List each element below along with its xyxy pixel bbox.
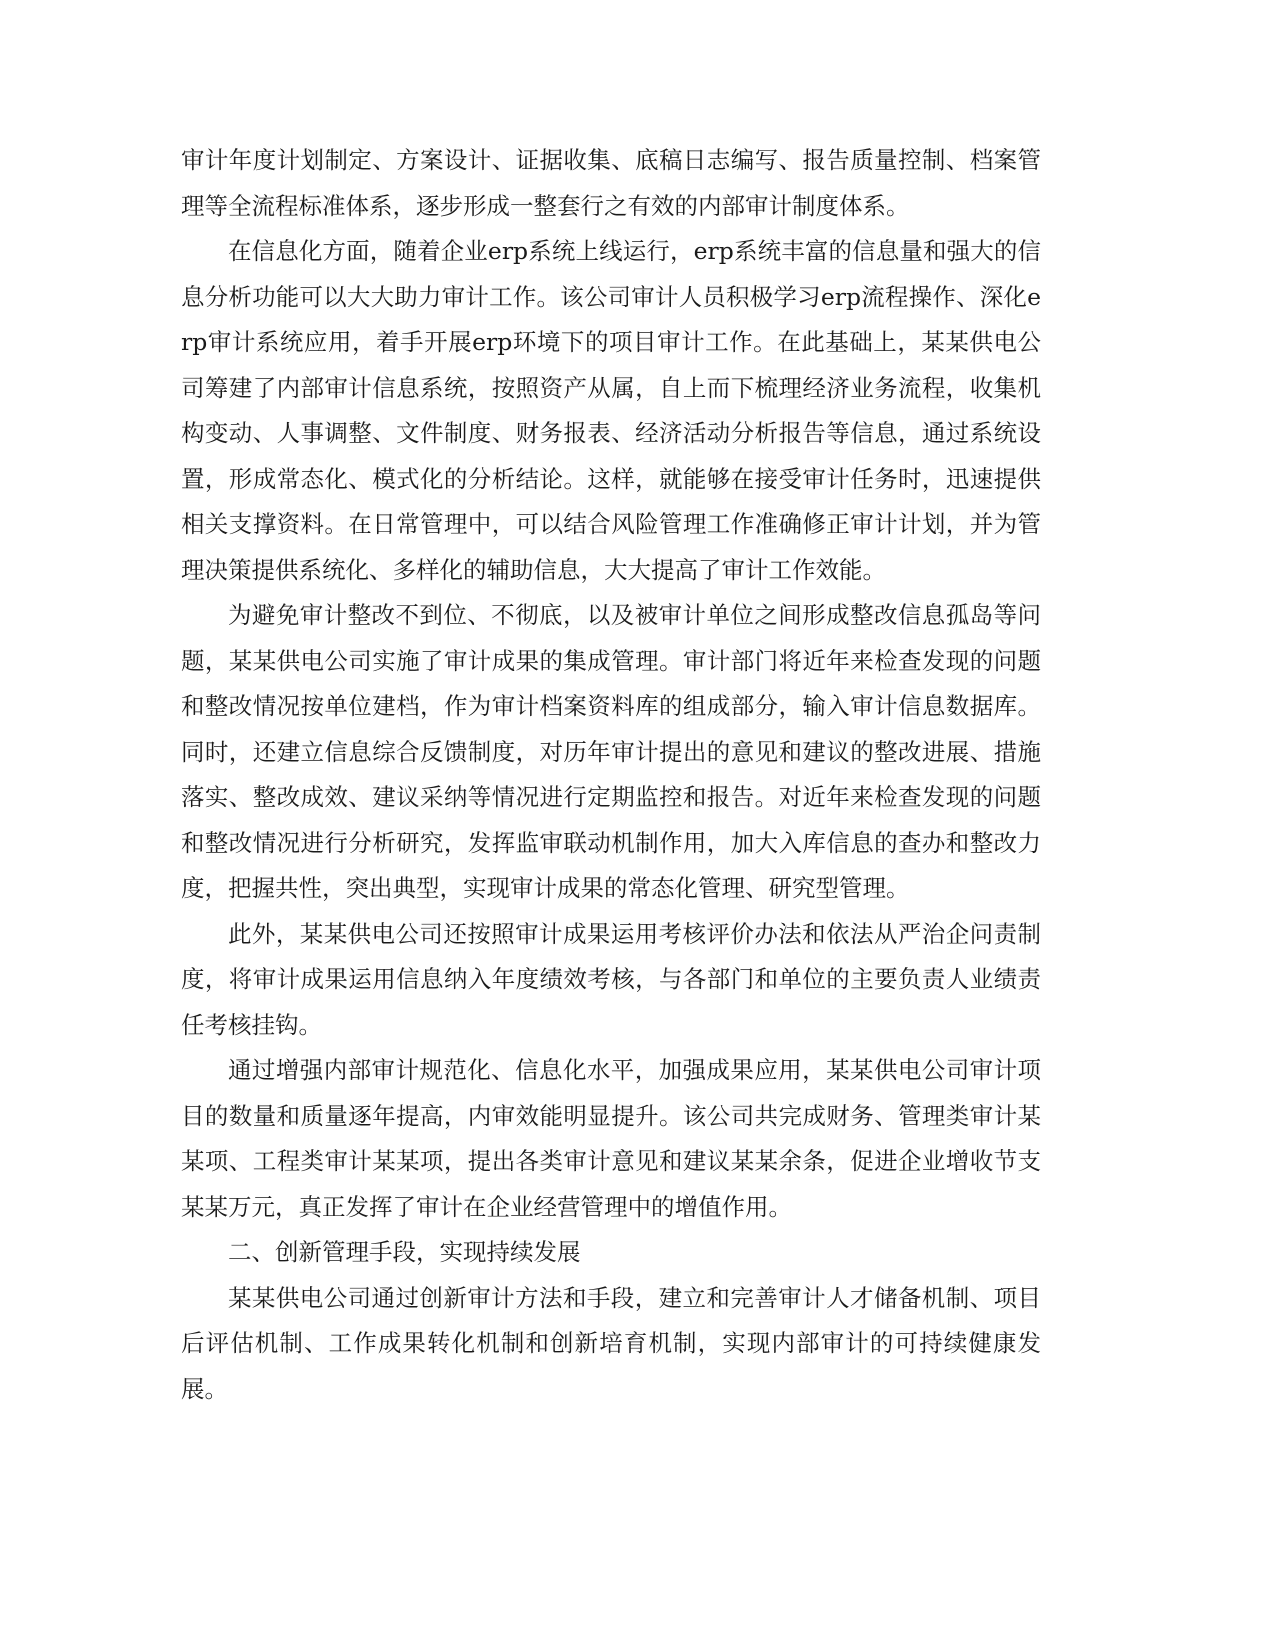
paragraph-continuation: 审计年度计划制定、方案设计、证据收集、底稿日志编写、报告质量控制、档案管理等全流程标准体系，逐步形成一整套行之有效的内部审计制度体系。: [181, 146, 1041, 220]
paragraph-results: 通过增强内部审计规范化、信息化水平，加强成果应用，某某供电公司审计项目的数量和质量逐年提高，内审效能明显提升。该公司共完成财务、管理类审计某某项、工程类审计某某项，提出各类审计意见和建议某某余条，促进企业增收节支某某万元，真正发挥了审计在企业经营管理中的增值作用。: [181, 1056, 1041, 1221]
paragraph-integrated-management: 为避免审计整改不到位、不彻底，以及被审计单位之间形成整改信息孤岛等问题，某某供电公司实施了审计成果的集成管理。审计部门将近年来检查发现的问题和整改情况按单位建档，作为审计档案资料库的组成部分，输入审计信息数据库。同时，还建立信息综合反馈制度，对历年审计提出的意见和建议的整改进展、措施落实、整改成效、建议采纳等情况进行定期监控和报告。对近年来检查发现的问题和整改情况进行分析研究，发挥监审联动机制作用，加大入库信息的查办和整改力度，把握共性，突出典型，实现审计成果的常态化管理、研究型管理。: [181, 601, 1041, 902]
paragraph-assessment: 此外，某某供电公司还按照审计成果运用考核评价办法和依法从严治企问责制度，将审计成果运用信息纳入年度绩效考核，与各部门和单位的主要负责人业绩责任考核挂钩。: [181, 919, 1041, 1039]
section-heading: 二、创新管理手段，实现持续发展: [228, 1238, 581, 1266]
paragraph-informatization: 在信息化方面，随着企业erp系统上线运行，erp系统丰富的信息量和强大的信息分析功能可以大大助力审计工作。该公司审计人员积极学习erp流程操作、深化erp审计系统应用，着手开展erp环境下的项目审计工作。在此基础上，某某供电公司筹建了内部审计信息系统，按照资产从属，自上而下梳理经济业务流程，收集机构变动、人事调整、文件制度、财务报表、经济活动分析报告等信息，通过系统设置，形成常态化、模式化的分析结论。这样，就能够在接受审计任务时，迅速提供相关支撑资料。在日常管理中，可以结合风险管理工作准确修正审计计划，并为管理决策提供系统化、多样化的辅助信息，大大提高了审计工作效能。: [181, 237, 1041, 584]
document-body: [181, 138, 1041, 1412]
paragraph-innovation: 某某供电公司通过创新审计方法和手段，建立和完善审计人才储备机制、项目后评估机制、工作成果转化机制和创新培育机制，实现内部审计的可持续健康发展。: [181, 1283, 1041, 1403]
